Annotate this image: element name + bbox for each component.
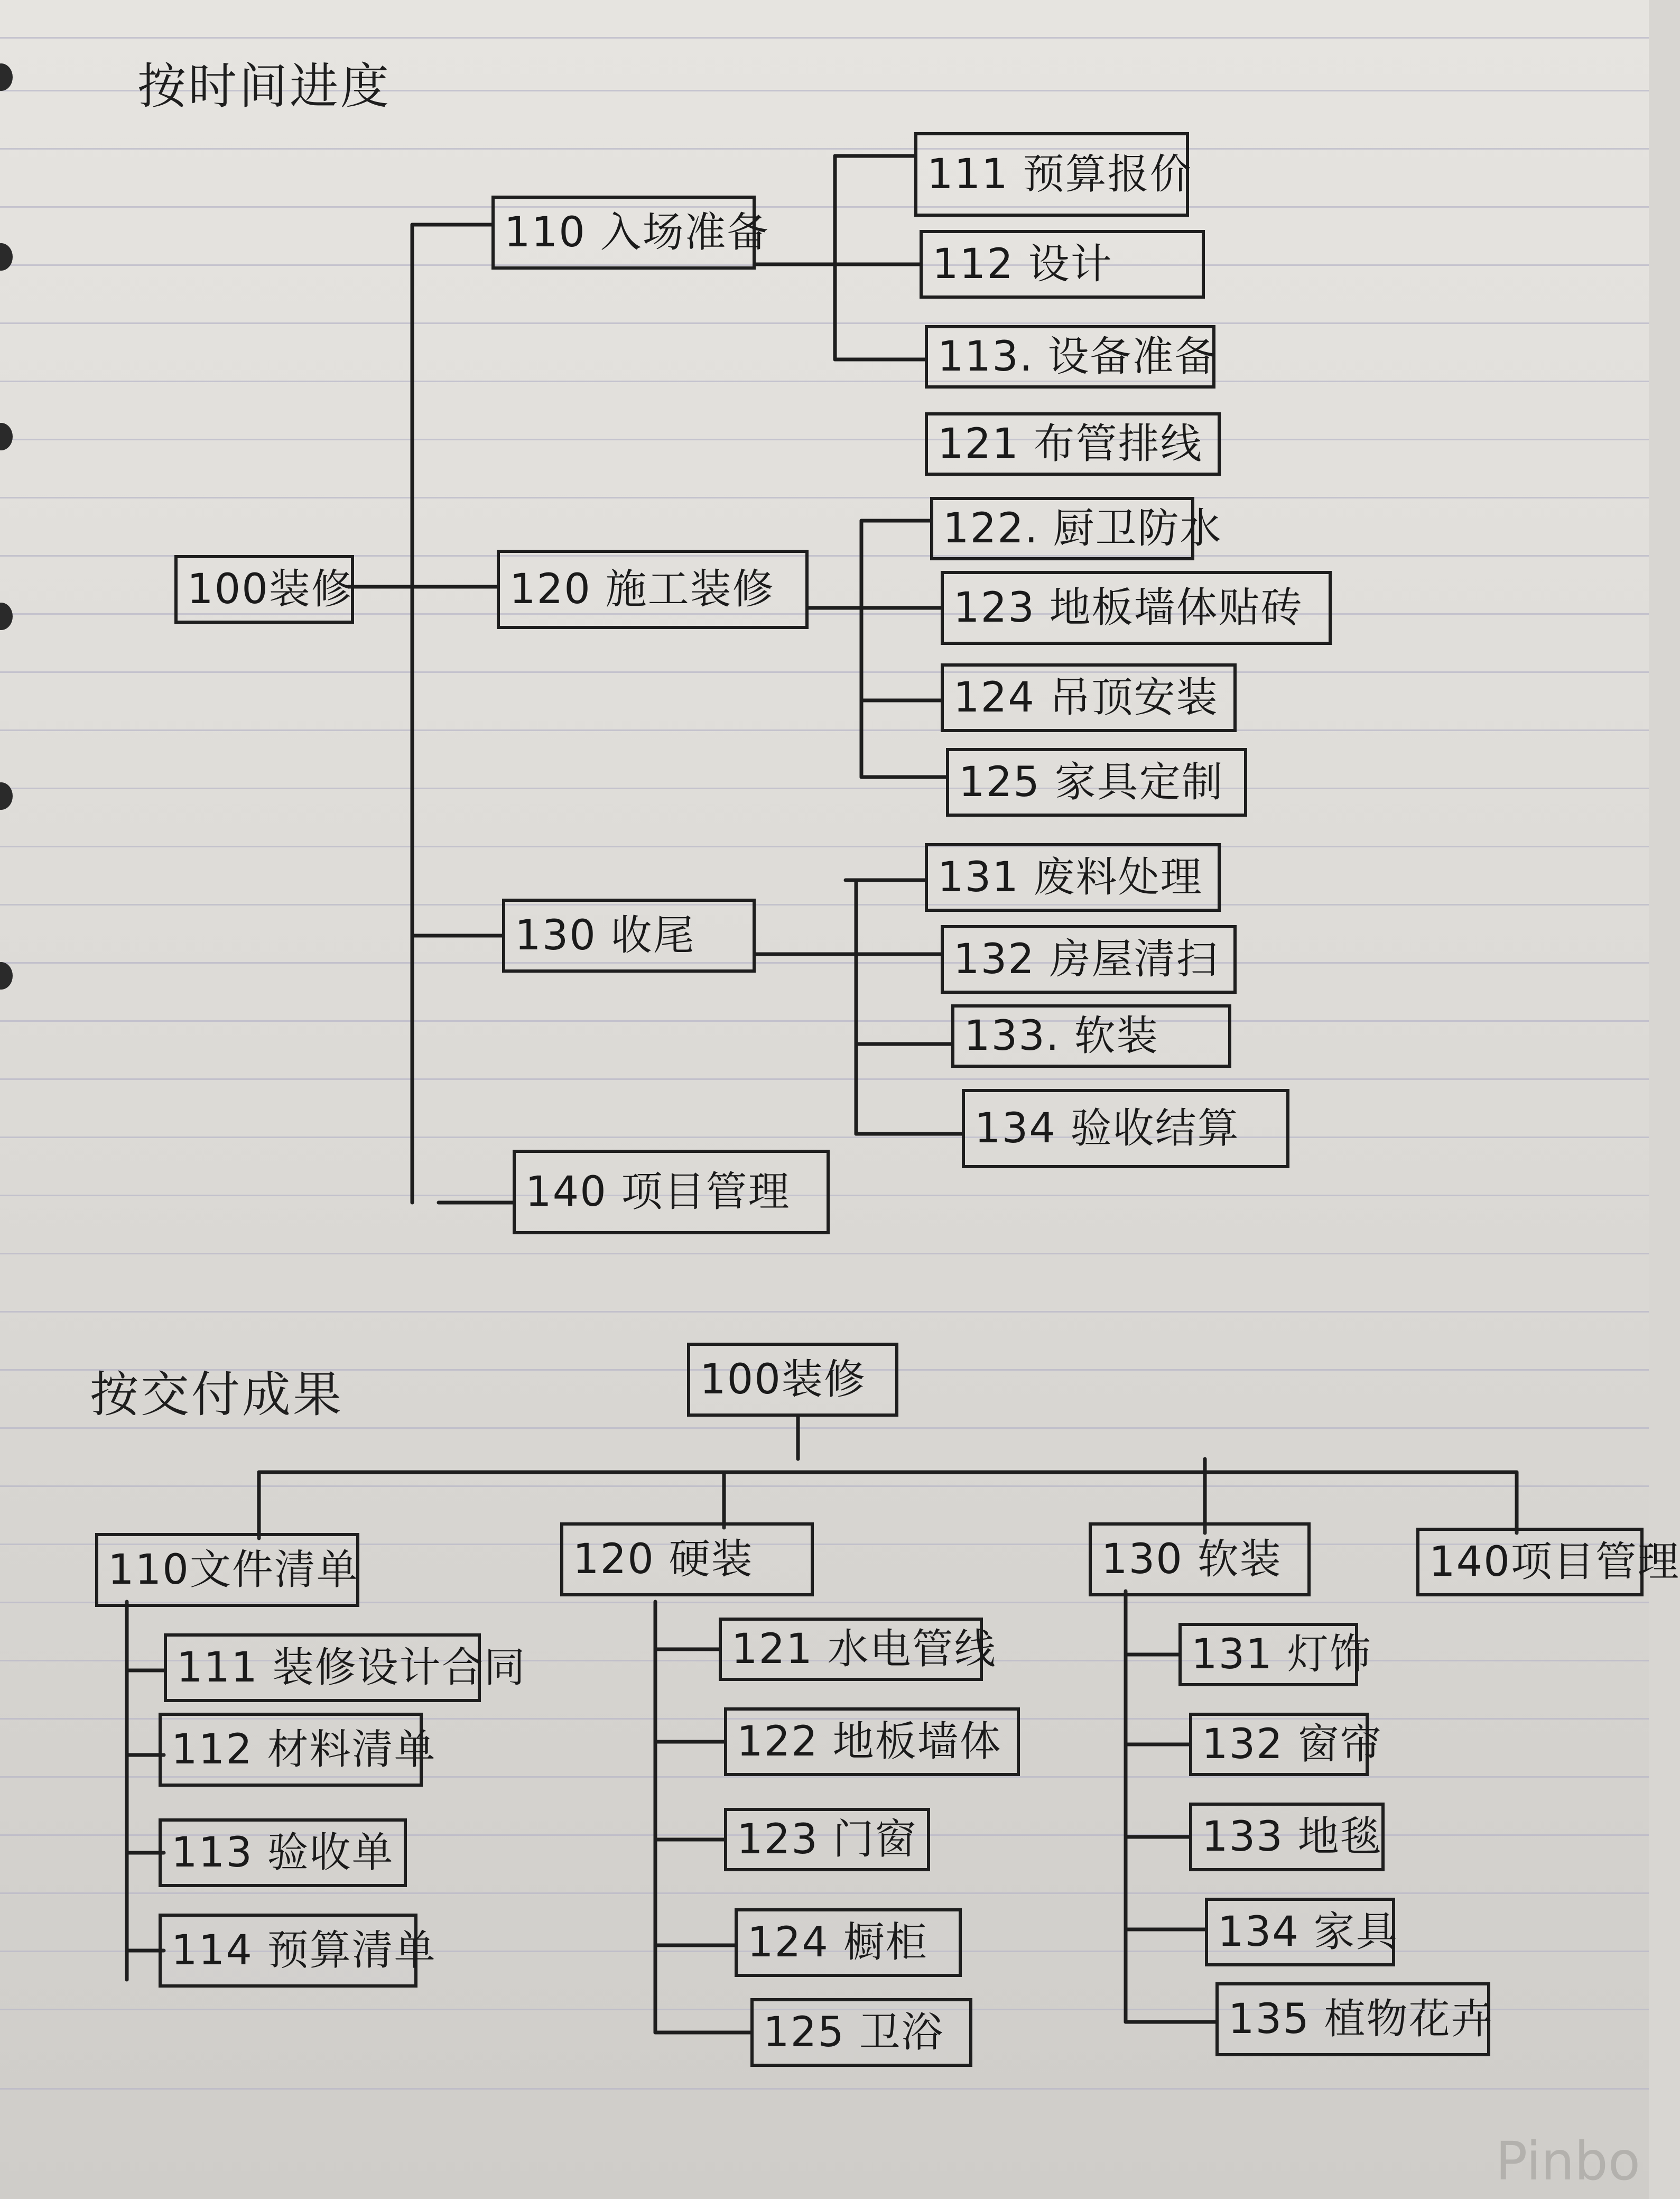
d1-branch-130: 130 收尾: [502, 899, 756, 973]
d1-branch-110: 110 入场准备: [491, 196, 756, 270]
d1-root-node: 100装修: [174, 555, 354, 624]
watermark: Pinbo: [1496, 2130, 1640, 2192]
d1-leaf-124: 124 吊顶安装: [941, 663, 1237, 732]
d2-leaf-123: 123 门窗: [724, 1808, 930, 1871]
d1-leaf-113: 113. 设备准备: [925, 325, 1215, 389]
d2-leaf-121: 121 水电管线: [719, 1618, 983, 1681]
d2-leaf-133: 133 地毯: [1189, 1803, 1385, 1871]
d1-leaf-125: 125 家具定制: [946, 748, 1247, 817]
d2-leaf-134: 134 家具: [1205, 1898, 1395, 1966]
d2-leaf-114: 114 预算清单: [159, 1914, 417, 1988]
d2-leaf-135: 135 植物花卉: [1215, 1982, 1490, 2056]
d1-leaf-134: 134 验收结算: [962, 1089, 1289, 1168]
d2-leaf-132: 132 窗帘: [1189, 1713, 1369, 1776]
d2-branch-120: 120 硬装: [560, 1522, 814, 1596]
d1-branch-120: 120 施工装修: [497, 550, 809, 629]
d1-leaf-131: 131 废料处理: [925, 843, 1221, 912]
diagram2-title: 按交付成果: [90, 1366, 344, 1423]
d2-leaf-131: 131 灯饰: [1178, 1623, 1358, 1686]
d2-leaf-124: 124 橱柜: [735, 1908, 962, 1977]
d1-leaf-111: 111 预算报价: [914, 132, 1189, 217]
d1-leaf-112: 112 设计: [920, 230, 1205, 299]
d1-leaf-132: 132 房屋清扫: [941, 925, 1237, 994]
d2-leaf-122: 122 地板墙体: [724, 1707, 1020, 1776]
d1-leaf-122: 122. 厨卫防水: [930, 497, 1194, 560]
d2-leaf-112: 112 材料清单: [159, 1713, 423, 1787]
d2-leaf-111: 111 装修设计合同: [164, 1633, 481, 1702]
diagram1-title: 按时间进度: [137, 58, 392, 115]
d1-branch-140: 140 项目管理: [513, 1150, 830, 1234]
d1-leaf-123: 123 地板墙体贴砖: [941, 571, 1332, 645]
d2-branch-110: 110文件清单: [95, 1533, 359, 1607]
d2-leaf-113: 113 验收单: [159, 1818, 407, 1887]
d1-leaf-133: 133. 软装: [951, 1004, 1231, 1068]
d1-leaf-121: 121 布管排线: [925, 412, 1221, 476]
d2-branch-140: 140项目管理: [1416, 1528, 1644, 1596]
d2-root-node: 100装修: [687, 1343, 898, 1417]
d2-leaf-125: 125 卫浴: [750, 1998, 972, 2067]
d2-branch-130: 130 软装: [1089, 1522, 1311, 1596]
